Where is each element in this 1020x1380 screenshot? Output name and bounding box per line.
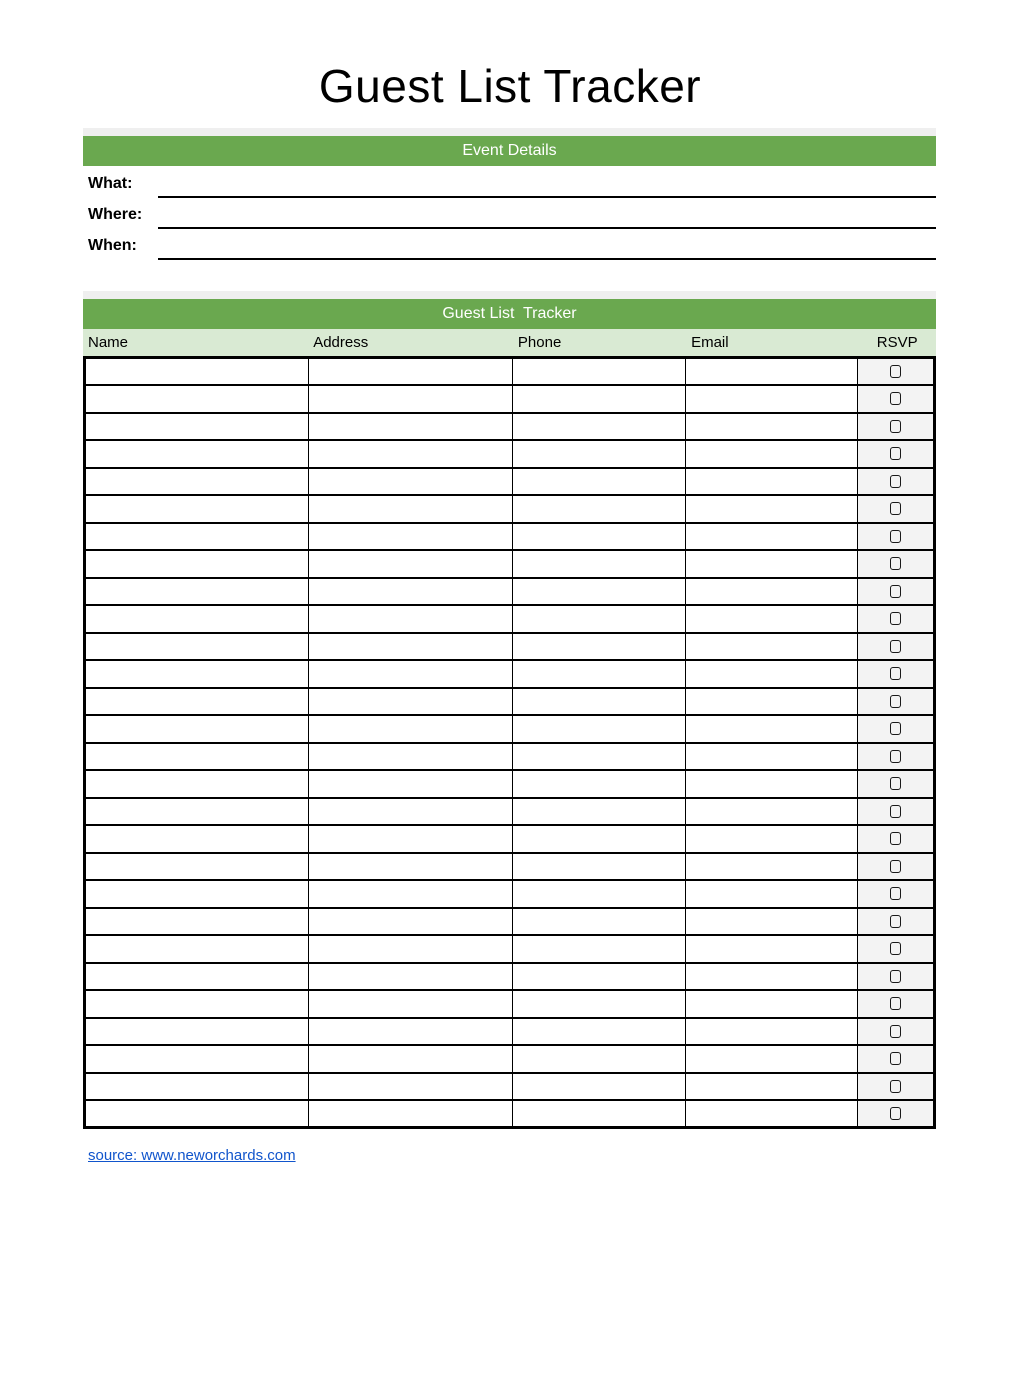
guest-cell-email[interactable] (685, 468, 857, 496)
guest-cell-name[interactable] (85, 963, 309, 991)
rsvp-cell[interactable] (857, 660, 934, 688)
guest-cell-email[interactable] (685, 495, 857, 523)
rsvp-checkbox[interactable] (890, 557, 901, 570)
page-title: Guest List Tracker (318, 60, 702, 112)
guest-cell-address[interactable] (309, 963, 513, 991)
rsvp-cell[interactable] (857, 963, 934, 991)
guest-cell-phone[interactable] (513, 468, 686, 496)
guest-cell-email[interactable] (685, 825, 857, 853)
rsvp-checkbox[interactable] (890, 1025, 901, 1038)
guest-cell-phone[interactable] (513, 715, 686, 743)
guest-cell-name[interactable] (85, 1073, 309, 1101)
guest-cell-name[interactable] (85, 358, 309, 386)
field-row-what (83, 167, 936, 198)
guest-cell-email[interactable] (685, 935, 857, 963)
guest-cell-name[interactable] (85, 578, 309, 606)
rsvp-cell[interactable] (857, 825, 934, 853)
guest-cell-name[interactable] (85, 1018, 309, 1046)
rsvp-cell[interactable] (857, 1045, 934, 1073)
guest-rows (85, 358, 935, 1128)
guest-cell-email[interactable] (685, 1045, 857, 1073)
guest-cell-email[interactable] (685, 550, 857, 578)
rsvp-checkbox[interactable] (890, 447, 901, 460)
rsvp-cell[interactable] (857, 550, 934, 578)
column-header-name: Name (88, 334, 129, 351)
rsvp-cell[interactable] (857, 440, 934, 468)
rsvp-cell[interactable] (857, 743, 934, 771)
guest-cell-name[interactable] (85, 550, 309, 578)
guest-cell-phone[interactable] (513, 523, 686, 551)
guest-cell-name[interactable] (85, 990, 309, 1018)
guest-cell-email[interactable] (685, 963, 857, 991)
rsvp-cell[interactable] (857, 523, 934, 551)
rsvp-checkbox[interactable] (890, 530, 901, 543)
guest-cell-email[interactable] (685, 440, 857, 468)
guest-row (85, 550, 935, 578)
guest-cell-email[interactable] (685, 358, 857, 386)
field-row-where (83, 198, 936, 229)
guest-cell-email[interactable] (685, 908, 857, 936)
rsvp-cell[interactable] (857, 633, 934, 661)
guest-cell-address[interactable] (309, 1018, 513, 1046)
guest-cell-address[interactable] (309, 770, 513, 798)
rsvp-checkbox[interactable] (890, 1080, 901, 1093)
rsvp-checkbox[interactable] (890, 612, 901, 625)
guest-cell-name[interactable] (85, 688, 309, 716)
page (0, 60, 1020, 1380)
rsvp-checkbox[interactable] (890, 942, 901, 955)
rsvp-checkbox[interactable] (890, 887, 901, 900)
rsvp-checkbox[interactable] (890, 667, 901, 680)
guest-list-banner: Guest List Tracker (83, 299, 936, 329)
guest-cell-email[interactable] (685, 605, 857, 633)
guest-cell-address[interactable] (309, 495, 513, 523)
event-details-section (83, 128, 936, 260)
rsvp-cell[interactable] (857, 605, 934, 633)
where-label: Where: (88, 206, 143, 223)
rsvp-cell[interactable] (857, 853, 934, 881)
rsvp-checkbox[interactable] (890, 997, 901, 1010)
rsvp-checkbox[interactable] (890, 750, 901, 763)
guest-cell-email[interactable] (685, 853, 857, 881)
guest-row (85, 798, 935, 826)
guest-row (85, 715, 935, 743)
rsvp-cell[interactable] (857, 1073, 934, 1101)
guest-row (85, 495, 935, 523)
guest-cell-phone[interactable] (513, 413, 686, 441)
guest-cell-name[interactable] (85, 908, 309, 936)
rsvp-cell[interactable] (857, 770, 934, 798)
rsvp-checkbox[interactable] (890, 915, 901, 928)
guest-row (85, 605, 935, 633)
guest-cell-email[interactable] (685, 1100, 857, 1128)
guest-cell-phone[interactable] (513, 880, 686, 908)
guest-cell-email[interactable] (685, 715, 857, 743)
guest-row (85, 440, 935, 468)
guest-cell-name[interactable] (85, 660, 309, 688)
guest-row (85, 853, 935, 881)
guest-cell-name[interactable] (85, 853, 309, 881)
guest-cell-address[interactable] (309, 990, 513, 1018)
guest-row (85, 385, 935, 413)
guest-cell-name[interactable] (85, 413, 309, 441)
rsvp-cell[interactable] (857, 908, 934, 936)
rsvp-checkbox[interactable] (890, 777, 901, 790)
guest-cell-phone[interactable] (513, 770, 686, 798)
guest-row (85, 523, 935, 551)
guest-table-column-headers (83, 329, 936, 356)
rsvp-cell[interactable] (857, 688, 934, 716)
guest-cell-email[interactable] (685, 688, 857, 716)
rsvp-checkbox[interactable] (890, 585, 901, 598)
guest-cell-email[interactable] (685, 633, 857, 661)
guest-cell-address[interactable] (309, 1045, 513, 1073)
content (83, 128, 936, 1165)
rsvp-checkbox[interactable] (890, 502, 901, 515)
guest-cell-phone[interactable] (513, 495, 686, 523)
guest-row (85, 358, 935, 386)
guest-cell-name[interactable] (85, 633, 309, 661)
guest-row (85, 688, 935, 716)
guest-cell-phone[interactable] (513, 1045, 686, 1073)
guest-row (85, 1018, 935, 1046)
guest-cell-name[interactable] (85, 880, 309, 908)
guest-cell-address[interactable] (309, 935, 513, 963)
guest-cell-address[interactable] (309, 358, 513, 386)
rsvp-cell[interactable] (857, 468, 934, 496)
rsvp-cell[interactable] (857, 1018, 934, 1046)
guest-row (85, 770, 935, 798)
guest-cell-address[interactable] (309, 880, 513, 908)
rsvp-cell[interactable] (857, 385, 934, 413)
source-link[interactable]: source: www.neworchards.com (88, 1147, 296, 1164)
guest-cell-name[interactable] (85, 1045, 309, 1073)
guest-cell-phone[interactable] (513, 908, 686, 936)
rsvp-checkbox[interactable] (890, 392, 901, 405)
guest-cell-email[interactable] (685, 770, 857, 798)
rsvp-checkbox[interactable] (890, 475, 901, 488)
guest-cell-name[interactable] (85, 1100, 309, 1128)
guest-cell-phone[interactable] (513, 1018, 686, 1046)
event-details-banner: Event Details (83, 136, 936, 166)
guest-cell-name[interactable] (85, 523, 309, 551)
column-header-address: Address (313, 334, 369, 351)
guest-row (85, 963, 935, 991)
rsvp-checkbox[interactable] (890, 805, 901, 818)
guest-cell-address[interactable] (309, 633, 513, 661)
guest-row (85, 825, 935, 853)
guest-cell-email[interactable] (685, 990, 857, 1018)
column-header-rsvp: RSVP (876, 334, 918, 351)
guest-cell-phone[interactable] (513, 825, 686, 853)
column-header-email: Email (691, 334, 729, 351)
guest-table (83, 356, 936, 1129)
rsvp-checkbox[interactable] (890, 860, 901, 873)
guest-row (85, 743, 935, 771)
guest-cell-email[interactable] (685, 743, 857, 771)
guest-cell-address[interactable] (309, 550, 513, 578)
what-input-line[interactable] (158, 167, 936, 198)
guest-cell-name[interactable] (85, 495, 309, 523)
guest-row (85, 413, 935, 441)
guest-cell-phone[interactable] (513, 688, 686, 716)
guest-cell-phone[interactable] (513, 385, 686, 413)
guest-row (85, 633, 935, 661)
rsvp-checkbox[interactable] (890, 365, 901, 378)
guest-cell-email[interactable] (685, 1018, 857, 1046)
guest-row (85, 468, 935, 496)
guest-cell-name[interactable] (85, 385, 309, 413)
guest-row (85, 935, 935, 963)
guest-cell-address[interactable] (309, 743, 513, 771)
event-details-fields (83, 166, 936, 260)
guest-cell-name[interactable] (85, 468, 309, 496)
guest-cell-phone[interactable] (513, 743, 686, 771)
guest-row (85, 660, 935, 688)
guest-cell-email[interactable] (685, 1073, 857, 1101)
guest-cell-email[interactable] (685, 578, 857, 606)
guest-cell-address[interactable] (309, 908, 513, 936)
guest-cell-name[interactable] (85, 743, 309, 771)
guest-row (85, 1100, 935, 1128)
rsvp-checkbox[interactable] (890, 722, 901, 735)
guest-cell-name[interactable] (85, 935, 309, 963)
guest-list-section (83, 291, 936, 1129)
rsvp-cell[interactable] (857, 413, 934, 441)
event-details-top-strip (83, 128, 936, 136)
guest-cell-phone[interactable] (513, 578, 686, 606)
guest-cell-address[interactable] (309, 413, 513, 441)
rsvp-checkbox[interactable] (890, 832, 901, 845)
guest-cell-address[interactable] (309, 605, 513, 633)
guest-cell-address[interactable] (309, 853, 513, 881)
guest-cell-phone[interactable] (513, 358, 686, 386)
rsvp-cell[interactable] (857, 578, 934, 606)
when-input-line[interactable] (158, 229, 936, 260)
rsvp-checkbox[interactable] (890, 1052, 901, 1065)
guest-cell-address[interactable] (309, 440, 513, 468)
guest-cell-name[interactable] (85, 798, 309, 826)
guest-cell-name[interactable] (85, 440, 309, 468)
guest-cell-phone[interactable] (513, 990, 686, 1018)
guest-cell-email[interactable] (685, 798, 857, 826)
guest-cell-address[interactable] (309, 1100, 513, 1128)
guest-cell-email[interactable] (685, 523, 857, 551)
guest-cell-phone[interactable] (513, 963, 686, 991)
guest-cell-name[interactable] (85, 605, 309, 633)
rsvp-cell[interactable] (857, 358, 934, 386)
guest-cell-address[interactable] (309, 715, 513, 743)
guest-row (85, 1045, 935, 1073)
rsvp-checkbox[interactable] (890, 695, 901, 708)
guest-row (85, 578, 935, 606)
guest-cell-address[interactable] (309, 660, 513, 688)
guest-cell-email[interactable] (685, 660, 857, 688)
guest-row (85, 908, 935, 936)
guest-cell-email[interactable] (685, 880, 857, 908)
guest-row (85, 990, 935, 1018)
field-row-when (83, 229, 936, 260)
guest-cell-phone[interactable] (513, 605, 686, 633)
rsvp-cell[interactable] (857, 990, 934, 1018)
guest-cell-address[interactable] (309, 523, 513, 551)
rsvp-cell[interactable] (857, 495, 934, 523)
guest-cell-address[interactable] (309, 798, 513, 826)
guest-cell-phone[interactable] (513, 633, 686, 661)
rsvp-cell[interactable] (857, 1100, 934, 1128)
where-input-line[interactable] (158, 198, 936, 229)
rsvp-cell[interactable] (857, 715, 934, 743)
rsvp-cell[interactable] (857, 880, 934, 908)
guest-list-top-strip (83, 291, 936, 299)
rsvp-cell[interactable] (857, 798, 934, 826)
guest-cell-phone[interactable] (513, 935, 686, 963)
guest-cell-address[interactable] (309, 578, 513, 606)
when-label: When: (88, 237, 137, 254)
guest-cell-address[interactable] (309, 385, 513, 413)
guest-cell-name[interactable] (85, 770, 309, 798)
column-header-phone: Phone (517, 334, 562, 351)
guest-cell-address[interactable] (309, 825, 513, 853)
what-label: What: (88, 175, 133, 192)
guest-cell-address[interactable] (309, 688, 513, 716)
guest-cell-phone[interactable] (513, 440, 686, 468)
guest-cell-email[interactable] (685, 385, 857, 413)
guest-row (85, 1073, 935, 1101)
guest-cell-phone[interactable] (513, 660, 686, 688)
guest-cell-phone[interactable] (513, 1073, 686, 1101)
guest-cell-name[interactable] (85, 715, 309, 743)
rsvp-checkbox[interactable] (890, 1107, 901, 1120)
rsvp-checkbox[interactable] (890, 970, 901, 983)
guest-cell-phone[interactable] (513, 853, 686, 881)
rsvp-cell[interactable] (857, 935, 934, 963)
guest-cell-phone[interactable] (513, 798, 686, 826)
guest-cell-address[interactable] (309, 1073, 513, 1101)
guest-cell-phone[interactable] (513, 1100, 686, 1128)
guest-cell-phone[interactable] (513, 550, 686, 578)
guest-cell-email[interactable] (685, 413, 857, 441)
rsvp-checkbox[interactable] (890, 420, 901, 433)
guest-cell-name[interactable] (85, 825, 309, 853)
rsvp-checkbox[interactable] (890, 640, 901, 653)
guest-cell-address[interactable] (309, 468, 513, 496)
guest-row (85, 880, 935, 908)
